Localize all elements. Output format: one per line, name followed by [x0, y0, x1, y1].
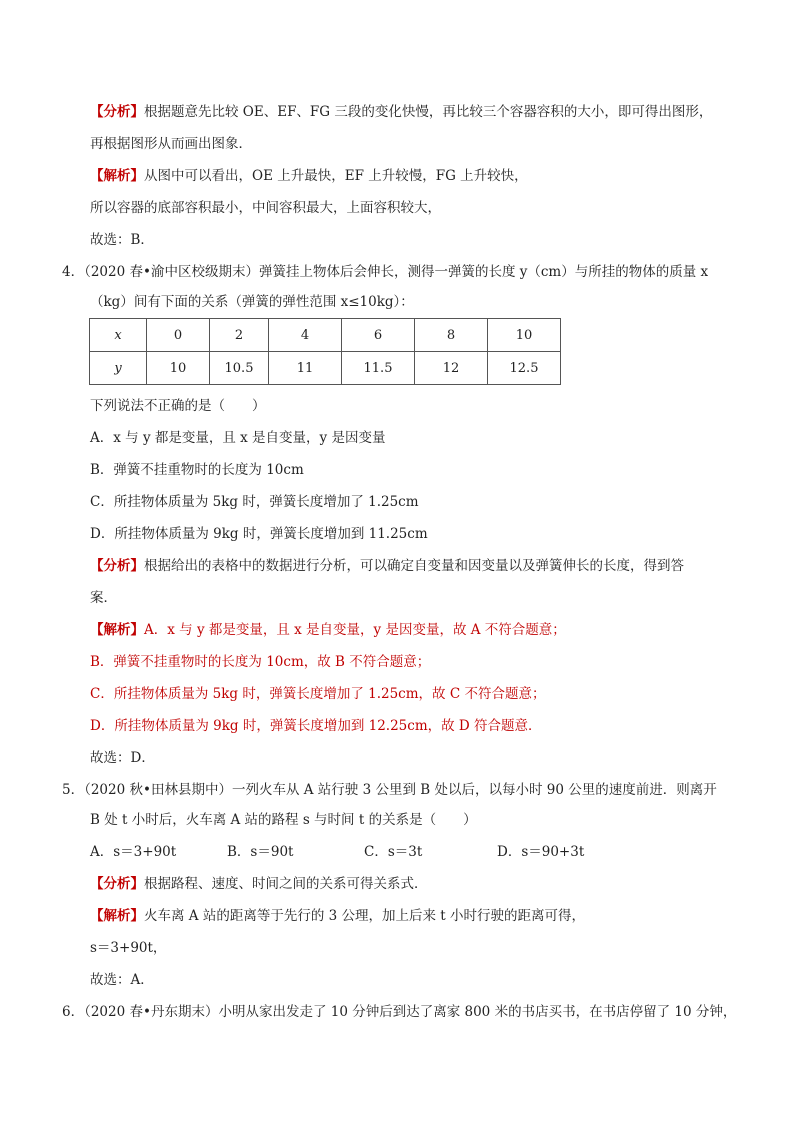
table-cell: 10.5	[210, 352, 269, 385]
q4-solution-line-2: B．弹簧不挂重物时的长度为 10cm，故 B 不符合题意；	[90, 654, 431, 670]
q5-answer: 故选：A．	[90, 972, 154, 988]
solution-tag: 【解析】	[90, 168, 144, 184]
analysis-tag: 【分析】	[90, 104, 144, 120]
table-row	[90, 319, 561, 352]
q3-answer: 故选：B．	[90, 232, 154, 248]
q4-solution-line-4: D．所挂物体质量为 9kg 时，弹簧长度增加到 12.25cm，故 D 符合题意．	[90, 718, 542, 734]
q3-solution-line-1: 【解析】从图中可以看出，OE 上升最快，EF 上升较慢，FG 上升较快，	[90, 168, 528, 184]
q4-analysis-line-1: 【分析】根据给出的表格中的数据进行分析，可以确定自变量和因变量以及弹簧伸长的长度，得到答	[90, 558, 684, 574]
table-cell: 11	[269, 352, 342, 385]
q4-answer: 故选：D．	[90, 750, 155, 766]
table-cell: 0	[147, 319, 210, 352]
table-cell: 12.5	[488, 352, 561, 385]
q5-option-a: A．s＝3+90t	[90, 844, 177, 860]
q3-analysis-line-1: 【分析】根据题意先比较 OE、EF、FG 三段的变化快慢，再比较三个容器容积的大小，即可得出图形，	[90, 104, 713, 120]
q5-solution-line-1: 【解析】火车离 A 站的距离等于先行的 3 公理，加上后来 t 小时行驶的距离可得，	[90, 908, 586, 924]
table-cell: 11.5	[342, 352, 415, 385]
q4-option-b: B．弹簧不挂重物时的长度为 10cm	[90, 462, 304, 478]
q4-option-c: C．所挂物体质量为 5kg 时，弹簧长度增加了 1.25cm	[90, 494, 419, 510]
q5-stem-line-1: 5．（2020 秋•田林县期中）一列火车从 A 站行驶 3 公里到 B 处以后，以每小时 90 公里的速度前进．则离开	[62, 782, 717, 798]
q5-solution-line-2: s＝3+90t，	[90, 940, 167, 956]
q4-solution-line-3: C．所挂物体质量为 5kg 时，弹簧长度增加了 1.25cm，故 C 不符合题意；	[90, 686, 546, 702]
q5-stem-line-2: B 处 t 小时后，火车离 A 站的路程 s 与时间 t 的关系是（ ）	[90, 812, 477, 828]
q6-number: 6．	[62, 1004, 85, 1020]
solution-tag: 【解析】	[90, 622, 144, 638]
table-header-cell: x	[90, 319, 147, 352]
solution-tag: 【解析】	[90, 908, 144, 924]
q5-option-c: C．s＝3t	[364, 844, 423, 860]
q4-data-table	[89, 318, 561, 385]
q4-option-a: A．x 与 y 都是变量，且 x 是自变量，y 是因变量	[90, 430, 386, 446]
table-row	[90, 352, 561, 385]
table-cell: 4	[269, 319, 342, 352]
q4-analysis-line-2: 案．	[90, 590, 117, 606]
analysis-tag: 【分析】	[90, 876, 144, 892]
q4-question: 下列说法不正确的是（ ）	[90, 398, 266, 414]
q5-analysis-line-1: 【分析】根据路程、速度、时间之间的关系可得关系式．	[90, 876, 428, 892]
q5-option-b: B．s＝90t	[227, 844, 294, 860]
q5-options	[90, 842, 584, 862]
table-header-cell: y	[90, 352, 147, 385]
table-cell: 10	[488, 319, 561, 352]
q5-option-d: D．s＝90+3t	[497, 844, 585, 860]
table-cell: 6	[342, 319, 415, 352]
q3-solution-line-2: 所以容器的底部容积最小，中间容积最大，上面容积较大，	[90, 200, 441, 216]
q4-stem-line-1: 4．（2020 春•渝中区校级期末）弹簧挂上物体后会伸长，测得一弹簧的长度 y（cm）与所挂的物体的质量 x	[62, 264, 709, 280]
q4-solution-line-1: 【解析】A．x 与 y 都是变量，且 x 是自变量，y 是因变量，故 A 不符合题意；	[90, 622, 566, 638]
analysis-tag: 【分析】	[90, 558, 144, 574]
table-cell: 10	[147, 352, 210, 385]
table-cell: 12	[415, 352, 488, 385]
table-cell: 2	[210, 319, 269, 352]
q3-analysis-line-2: 再根据图形从而画出图象．	[90, 136, 252, 152]
q5-number: 5．	[62, 782, 85, 798]
q4-number: 4．	[62, 264, 85, 280]
q6-stem-line-1: 6．（2020 春•丹东期末）小明从家出发走了 10 分钟后到达了离家 800 米的书店买书，在书店停留了 10 分钟，	[62, 1004, 737, 1020]
q4-option-d: D．所挂物体质量为 9kg 时，弹簧长度增加到 11.25cm	[90, 526, 428, 542]
table-cell: 8	[415, 319, 488, 352]
q4-stem-line-2: （kg）间有下面的关系（弹簧的弹性范围 x≤10kg）：	[90, 294, 414, 310]
